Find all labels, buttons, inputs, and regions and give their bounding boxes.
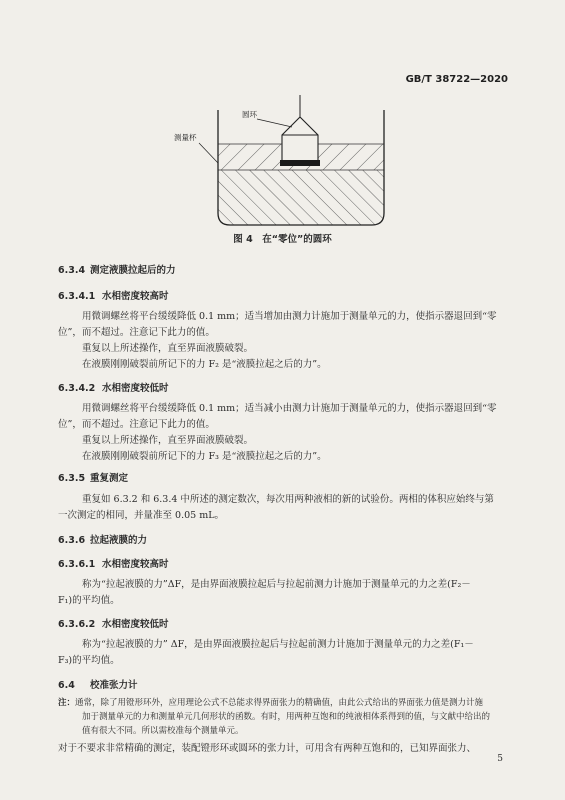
paragraph-line: 对于不要求非常精确的测定，装配镫形环或圆环的张力计，可用含有两种互饱和的，已知界面张力、: [58, 743, 477, 754]
standard-code: GB/T 38722—2020: [405, 74, 508, 85]
paragraph-line: 位”，而不超过。注意记下此力的值。: [58, 327, 215, 338]
paragraph-line: 位”，而不超过。注意记下此力的值。: [58, 419, 215, 430]
section-heading-6-3-4-2: 6.3.4.2 水相密度较低时: [58, 383, 169, 394]
label-ring: 圆环: [242, 110, 257, 119]
note-label: 注：: [58, 698, 76, 708]
lower-liquid-layer: [218, 170, 384, 230]
figure-ring-zero-position: [160, 95, 415, 230]
paragraph-line: 在液膜刚刚破裂前所记下的力 F₃ 是“液膜拉起之后的力”。: [82, 451, 327, 462]
paragraph-line: F₃)的平均值。: [58, 655, 120, 666]
paragraph-line: 在液膜刚刚破裂前所记下的力 F₂ 是“液膜拉起之后的力”。: [82, 359, 327, 370]
page-number: 5: [497, 754, 503, 764]
section-heading-6-4: 6.4 校准张力计: [58, 680, 138, 691]
section-heading-6-3-6-2: 6.3.6.2 水相密度较低时: [58, 619, 169, 630]
paragraph-line: 称为“拉起液膜的力”ΔF，是由界面液膜拉起后与拉起前测力计施加于测量单元的力之差(F₂－: [82, 579, 471, 590]
note-line: 加于测量单元的力和测量单元几何形状的函数。有时，用两种互饱和的纯液相体系得到的值，与文献中给出的: [82, 712, 491, 722]
section-heading-6-3-4-1: 6.3.4.1 水相密度较高时: [58, 291, 169, 302]
paragraph-line: 用微调螺丝将平台缓缓降低 0.1 mm；适当增加由测力计施加于测量单元的力，使指示器退回到“零: [82, 311, 497, 322]
section-heading-6-3-4: 6.3.4 测定液膜拉起后的力: [58, 265, 176, 276]
section-heading-6-3-6: 6.3.6 拉起液膜的力: [58, 535, 148, 546]
paragraph-line: 重复以上所述操作，直至界面液膜破裂。: [82, 343, 254, 354]
ring-stirrup: [282, 117, 318, 162]
note-line: 值有很大不同。所以需校准每个测量单元。: [82, 726, 244, 736]
figure-caption: 图 4 在“零位”的圆环: [233, 234, 332, 245]
paragraph-line: 重复如 6.3.2 和 6.3.4 中所述的测定数次，每次用两种液相的新的试验份。两相的体积应始终与第: [82, 494, 494, 505]
label-cup: 测量杯: [174, 133, 197, 142]
section-heading-6-3-5: 6.3.5 重复测定: [58, 473, 129, 484]
paragraph-line: 一次测定的相同，并量准至 0.05 mL。: [58, 510, 225, 521]
paragraph-line: 重复以上所述操作，直至界面液膜破裂。: [82, 435, 254, 446]
paragraph-line: F₁)的平均值。: [58, 595, 120, 606]
section-heading-6-3-6-1: 6.3.6.1 水相密度较高时: [58, 559, 169, 570]
paragraph-line: 用微调螺丝将平台缓缓降低 0.1 mm；适当减小由测力计施加于测量单元的力，使指示器退回到“零: [82, 403, 497, 414]
note-line: 注：通常，除了用镫形环外，应用理论公式不总能求得界面张力的精确值，由此公式给出的界面张力值是测力计施: [58, 698, 484, 708]
ring: [280, 160, 320, 166]
paragraph-line: 称为“拉起液膜的力” ΔF，是由界面液膜拉起后与拉起前测力计施加于测量单元的力之差(F₁－: [82, 639, 474, 650]
